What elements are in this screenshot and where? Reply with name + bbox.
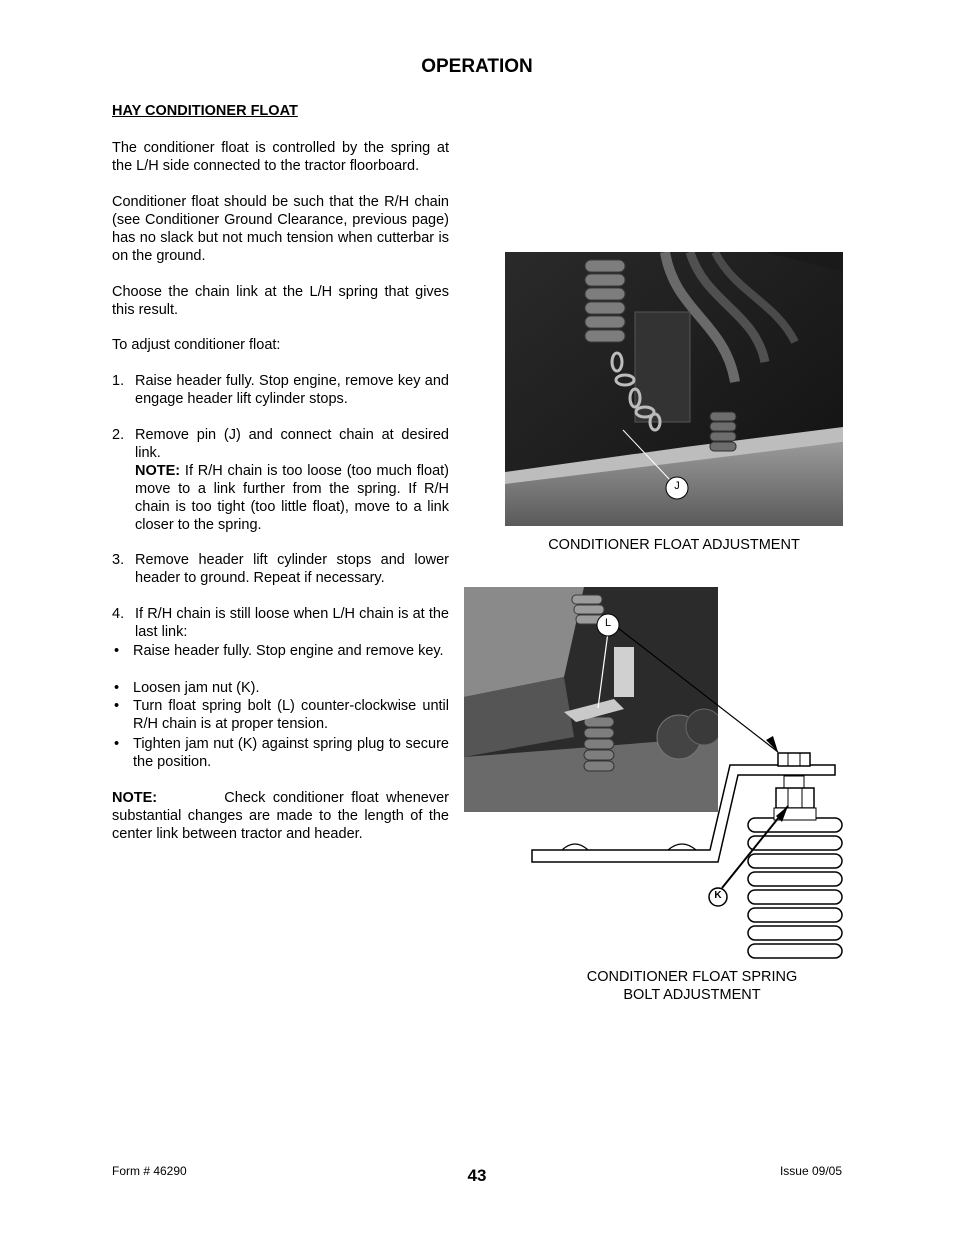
bullet-icon: • (114, 698, 120, 714)
callout-j: J (674, 480, 680, 492)
step-text: If R/H chain is still loose when L/H chain is at the last link: (135, 606, 449, 640)
bullet-icon: • (114, 736, 120, 752)
paragraph-adjust-intro: To adjust conditioner float: (112, 337, 281, 353)
bullet-icon: • (114, 643, 120, 659)
step-4 (112, 605, 449, 641)
bullet-text: Tighten jam nut (K) against spring plug to secure the position. (133, 736, 449, 770)
paragraph-choose-link: Choose the chain link at the L/H spring that gives this result. (112, 284, 449, 318)
page-title: OPERATION (421, 56, 533, 77)
callout-l: L (604, 617, 612, 629)
step-text: Remove header lift cylinder stops and lower header to ground. Repeat if necessary. (135, 552, 449, 586)
spring-bolt-diagram (520, 600, 850, 960)
note-label: NOTE: (112, 790, 158, 806)
final-note (112, 789, 449, 843)
form-number: Form # 46290 (112, 1164, 187, 1178)
callout-k: K (714, 890, 722, 901)
caption-line-1: CONDITIONER FLOAT SPRING (586, 969, 798, 985)
bullet-item (112, 642, 449, 660)
step-1 (112, 372, 449, 408)
conditioner-float-photo (505, 252, 843, 526)
bullet-text: Loosen jam nut (K). (133, 680, 260, 696)
step-number: 1. (112, 373, 125, 389)
step-number: 3. (112, 552, 125, 568)
step-3 (112, 551, 449, 587)
step-number: 2. (112, 427, 125, 443)
bullet-item (112, 735, 449, 771)
note-label: NOTE: (135, 463, 181, 479)
paragraph-float-setting: Conditioner float should be such that the R/H chain (see Conditioner Ground Clearance, previous page) has no slack but not much tension when cutterbar is on the ground. (112, 194, 449, 264)
issue-date: Issue 09/05 (779, 1164, 842, 1178)
step-text: Raise header fully. Stop engine, remove key and engage header lift cylinder stops. (135, 373, 449, 407)
bullet-text: Turn float spring bolt (L) counter-clockwise until R/H chain is at proper tension. (133, 698, 449, 732)
bullet-icon: • (114, 680, 120, 696)
caption-line-2: BOLT ADJUSTMENT (623, 987, 761, 1003)
paragraph-float-control: The conditioner float is controlled by the spring at the L/H side connected to the tractor floorboard. (112, 140, 449, 174)
bullet-item (112, 697, 449, 733)
note-text: Check conditioner float whenever substantial changes are made to the length of the center link between tractor and header. (112, 790, 449, 842)
note-text: If R/H chain is too loose (too much float) move to a link further from the spring. If R/H chain is too tight (too little float), move to a link closer to the spring. (135, 463, 449, 533)
step-note (135, 462, 449, 534)
bullet-item (112, 679, 449, 697)
step-2 (112, 426, 449, 534)
step-text: Remove pin (J) and connect chain at desired link. (135, 427, 449, 461)
figure-caption-1: CONDITIONER FLOAT ADJUSTMENT (548, 537, 800, 553)
section-heading: HAY CONDITIONER FLOAT (112, 103, 298, 119)
page-number: 43 (467, 1166, 487, 1185)
figure-caption-2 (540, 968, 844, 1004)
bullet-text: Raise header fully. Stop engine and remove key. (133, 643, 444, 659)
step-number: 4. (112, 606, 125, 622)
